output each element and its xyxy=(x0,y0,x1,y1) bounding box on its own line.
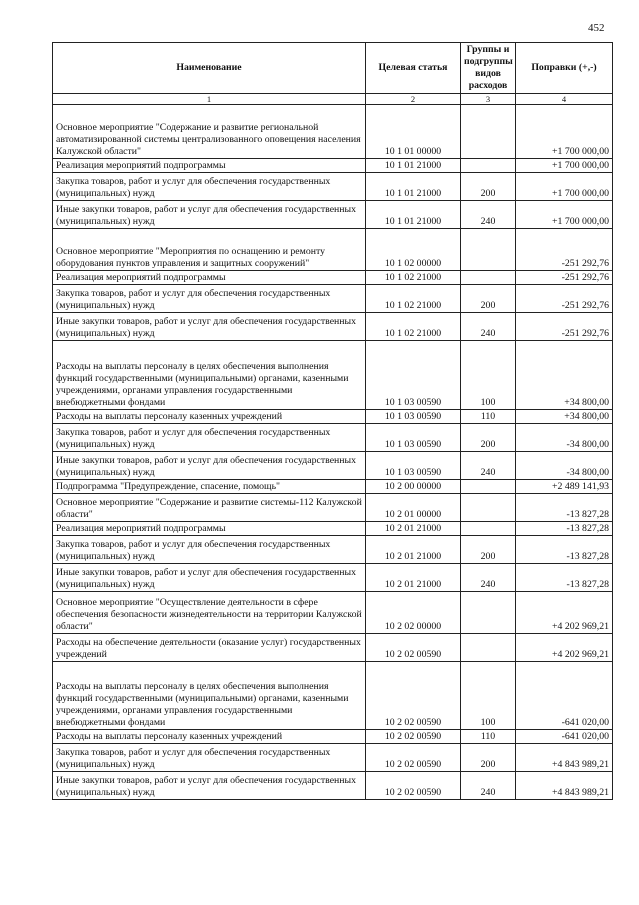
row-name: Реализация мероприятий подпрограммы xyxy=(53,159,366,173)
column-number: 4 xyxy=(516,94,613,105)
row-amendment: +34 800,00 xyxy=(516,341,613,410)
header-row xyxy=(53,43,613,94)
row-target-code: 10 1 03 00590 xyxy=(366,424,461,452)
row-name: Расходы на выплаты персоналу в целях обеспечения выполнения функций государственными (муниципальными) органами, казенными учреждениями, органами управления государственными внебюджетными фондами xyxy=(53,341,366,410)
row-target-code: 10 2 00 00000 xyxy=(366,480,461,494)
row-amendment: -34 800,00 xyxy=(516,424,613,452)
row-amendment: -641 020,00 xyxy=(516,730,613,744)
column-number: 1 xyxy=(53,94,366,105)
table-row xyxy=(53,592,613,634)
row-target-code: 10 2 02 00590 xyxy=(366,772,461,800)
row-name: Закупка товаров, работ и услуг для обеспечения государственных (муниципальных) нужд xyxy=(53,424,366,452)
row-target-code: 10 1 02 21000 xyxy=(366,285,461,313)
row-amendment: -13 827,28 xyxy=(516,494,613,522)
row-group-code: 100 xyxy=(461,341,516,410)
row-target-code: 10 1 01 21000 xyxy=(366,159,461,173)
row-amendment: +2 489 141,93 xyxy=(516,480,613,494)
row-group-code: 240 xyxy=(461,452,516,480)
row-target-code: 10 2 02 00590 xyxy=(366,662,461,730)
row-target-code: 10 1 02 21000 xyxy=(366,271,461,285)
page-number: 452 xyxy=(588,22,605,34)
row-target-code: 10 1 01 00000 xyxy=(366,105,461,159)
row-name: Иные закупки товаров, работ и услуг для обеспечения государственных (муниципальных) нужд xyxy=(53,564,366,592)
row-group-code: 200 xyxy=(461,285,516,313)
table-row xyxy=(53,159,613,173)
table-row xyxy=(53,424,613,452)
table-row xyxy=(53,522,613,536)
table-row xyxy=(53,744,613,772)
row-amendment: +34 800,00 xyxy=(516,410,613,424)
budget-amendments-table xyxy=(52,42,613,800)
row-target-code: 10 1 02 00000 xyxy=(366,229,461,271)
row-name: Иные закупки товаров, работ и услуг для обеспечения государственных (муниципальных) нужд xyxy=(53,452,366,480)
row-group-code: 240 xyxy=(461,313,516,341)
row-amendment: -251 292,76 xyxy=(516,313,613,341)
row-amendment: -34 800,00 xyxy=(516,452,613,480)
row-group-code xyxy=(461,229,516,271)
table-row xyxy=(53,229,613,271)
column-number: 2 xyxy=(366,94,461,105)
table-row xyxy=(53,480,613,494)
row-amendment: -13 827,28 xyxy=(516,536,613,564)
row-target-code: 10 2 02 00590 xyxy=(366,730,461,744)
row-amendment: +1 700 000,00 xyxy=(516,105,613,159)
table-row xyxy=(53,271,613,285)
row-group-code: 200 xyxy=(461,173,516,201)
header-target: Целевая статья xyxy=(366,43,461,94)
row-amendment: +1 700 000,00 xyxy=(516,159,613,173)
table-row xyxy=(53,105,613,159)
row-group-code xyxy=(461,159,516,173)
row-name: Основное мероприятие "Осуществление деятельности в сфере обеспечения безопасности жизнедеятельности на территории Калужской области" xyxy=(53,592,366,634)
table-row xyxy=(53,772,613,800)
row-group-code: 110 xyxy=(461,410,516,424)
row-name: Подпрограмма "Предупреждение, спасение, помощь" xyxy=(53,480,366,494)
row-name: Закупка товаров, работ и услуг для обеспечения государственных (муниципальных) нужд xyxy=(53,173,366,201)
row-name: Основное мероприятие "Содержание и развитие региональной автоматизированной системы централизованного оповещения населения Калужской области" xyxy=(53,105,366,159)
row-target-code: 10 2 02 00590 xyxy=(366,744,461,772)
table-row xyxy=(53,201,613,229)
row-group-code xyxy=(461,105,516,159)
header-group: Группы и подгруппы видов расходов xyxy=(461,43,516,94)
table-row xyxy=(53,730,613,744)
row-amendment: +4 843 989,21 xyxy=(516,772,613,800)
row-target-code: 10 2 01 21000 xyxy=(366,522,461,536)
row-group-code xyxy=(461,592,516,634)
row-name: Иные закупки товаров, работ и услуг для обеспечения государственных (муниципальных) нужд xyxy=(53,772,366,800)
table-row xyxy=(53,313,613,341)
row-name: Расходы на обеспечение деятельности (оказание услуг) государственных учреждений xyxy=(53,634,366,662)
row-group-code xyxy=(461,480,516,494)
row-group-code xyxy=(461,522,516,536)
row-amendment: -13 827,28 xyxy=(516,564,613,592)
table-row xyxy=(53,634,613,662)
header-name: Наименование xyxy=(53,43,366,94)
row-group-code xyxy=(461,634,516,662)
row-target-code: 10 1 03 00590 xyxy=(366,410,461,424)
row-target-code: 10 1 03 00590 xyxy=(366,341,461,410)
table-row xyxy=(53,410,613,424)
table-row xyxy=(53,285,613,313)
row-name: Реализация мероприятий подпрограммы xyxy=(53,522,366,536)
row-name: Закупка товаров, работ и услуг для обеспечения государственных (муниципальных) нужд xyxy=(53,744,366,772)
row-group-code: 200 xyxy=(461,744,516,772)
row-group-code: 200 xyxy=(461,424,516,452)
row-name: Иные закупки товаров, работ и услуг для обеспечения государственных (муниципальных) нужд xyxy=(53,313,366,341)
row-target-code: 10 2 01 21000 xyxy=(366,536,461,564)
row-name: Расходы на выплаты персоналу казенных учреждений xyxy=(53,410,366,424)
row-target-code: 10 2 01 21000 xyxy=(366,564,461,592)
row-name: Основное мероприятие "Содержание и развитие системы-112 Калужской области" xyxy=(53,494,366,522)
row-amendment: -13 827,28 xyxy=(516,522,613,536)
row-group-code: 240 xyxy=(461,772,516,800)
row-target-code: 10 2 02 00590 xyxy=(366,634,461,662)
row-name: Закупка товаров, работ и услуг для обеспечения государственных (муниципальных) нужд xyxy=(53,285,366,313)
row-name: Расходы на выплаты персоналу в целях обеспечения выполнения функций государственными (муниципальными) органами, казенными учреждениями, органами управления государственными внебюджетными фондами xyxy=(53,662,366,730)
row-group-code xyxy=(461,271,516,285)
row-group-code: 200 xyxy=(461,536,516,564)
row-name: Иные закупки товаров, работ и услуг для обеспечения государственных (муниципальных) нужд xyxy=(53,201,366,229)
row-name: Расходы на выплаты персоналу казенных учреждений xyxy=(53,730,366,744)
row-target-code: 10 2 01 00000 xyxy=(366,494,461,522)
table-row xyxy=(53,564,613,592)
row-target-code: 10 1 02 21000 xyxy=(366,313,461,341)
column-numbers-row xyxy=(53,94,613,105)
row-group-code: 110 xyxy=(461,730,516,744)
table-row xyxy=(53,536,613,564)
row-amendment: +1 700 000,00 xyxy=(516,173,613,201)
row-amendment: +4 202 969,21 xyxy=(516,634,613,662)
row-target-code: 10 1 01 21000 xyxy=(366,201,461,229)
row-amendment: -641 020,00 xyxy=(516,662,613,730)
row-amendment: +1 700 000,00 xyxy=(516,201,613,229)
row-amendment: -251 292,76 xyxy=(516,271,613,285)
table-row xyxy=(53,662,613,730)
row-target-code: 10 1 03 00590 xyxy=(366,452,461,480)
table-row xyxy=(53,452,613,480)
row-group-code: 100 xyxy=(461,662,516,730)
row-name: Закупка товаров, работ и услуг для обеспечения государственных (муниципальных) нужд xyxy=(53,536,366,564)
row-target-code: 10 2 02 00000 xyxy=(366,592,461,634)
row-name: Реализация мероприятий подпрограммы xyxy=(53,271,366,285)
row-amendment: +4 843 989,21 xyxy=(516,744,613,772)
row-group-code: 240 xyxy=(461,201,516,229)
row-amendment: +4 202 969,21 xyxy=(516,592,613,634)
table-row xyxy=(53,341,613,410)
row-amendment: -251 292,76 xyxy=(516,285,613,313)
row-amendment: -251 292,76 xyxy=(516,229,613,271)
row-name: Основное мероприятие "Мероприятия по оснащению и ремонту оборудования пунктов управления и защитных сооружений" xyxy=(53,229,366,271)
table-row xyxy=(53,173,613,201)
table-row xyxy=(53,494,613,522)
column-number: 3 xyxy=(461,94,516,105)
row-group-code: 240 xyxy=(461,564,516,592)
header-amendment: Поправки (+,-) xyxy=(516,43,613,94)
row-target-code: 10 1 01 21000 xyxy=(366,173,461,201)
row-group-code xyxy=(461,494,516,522)
